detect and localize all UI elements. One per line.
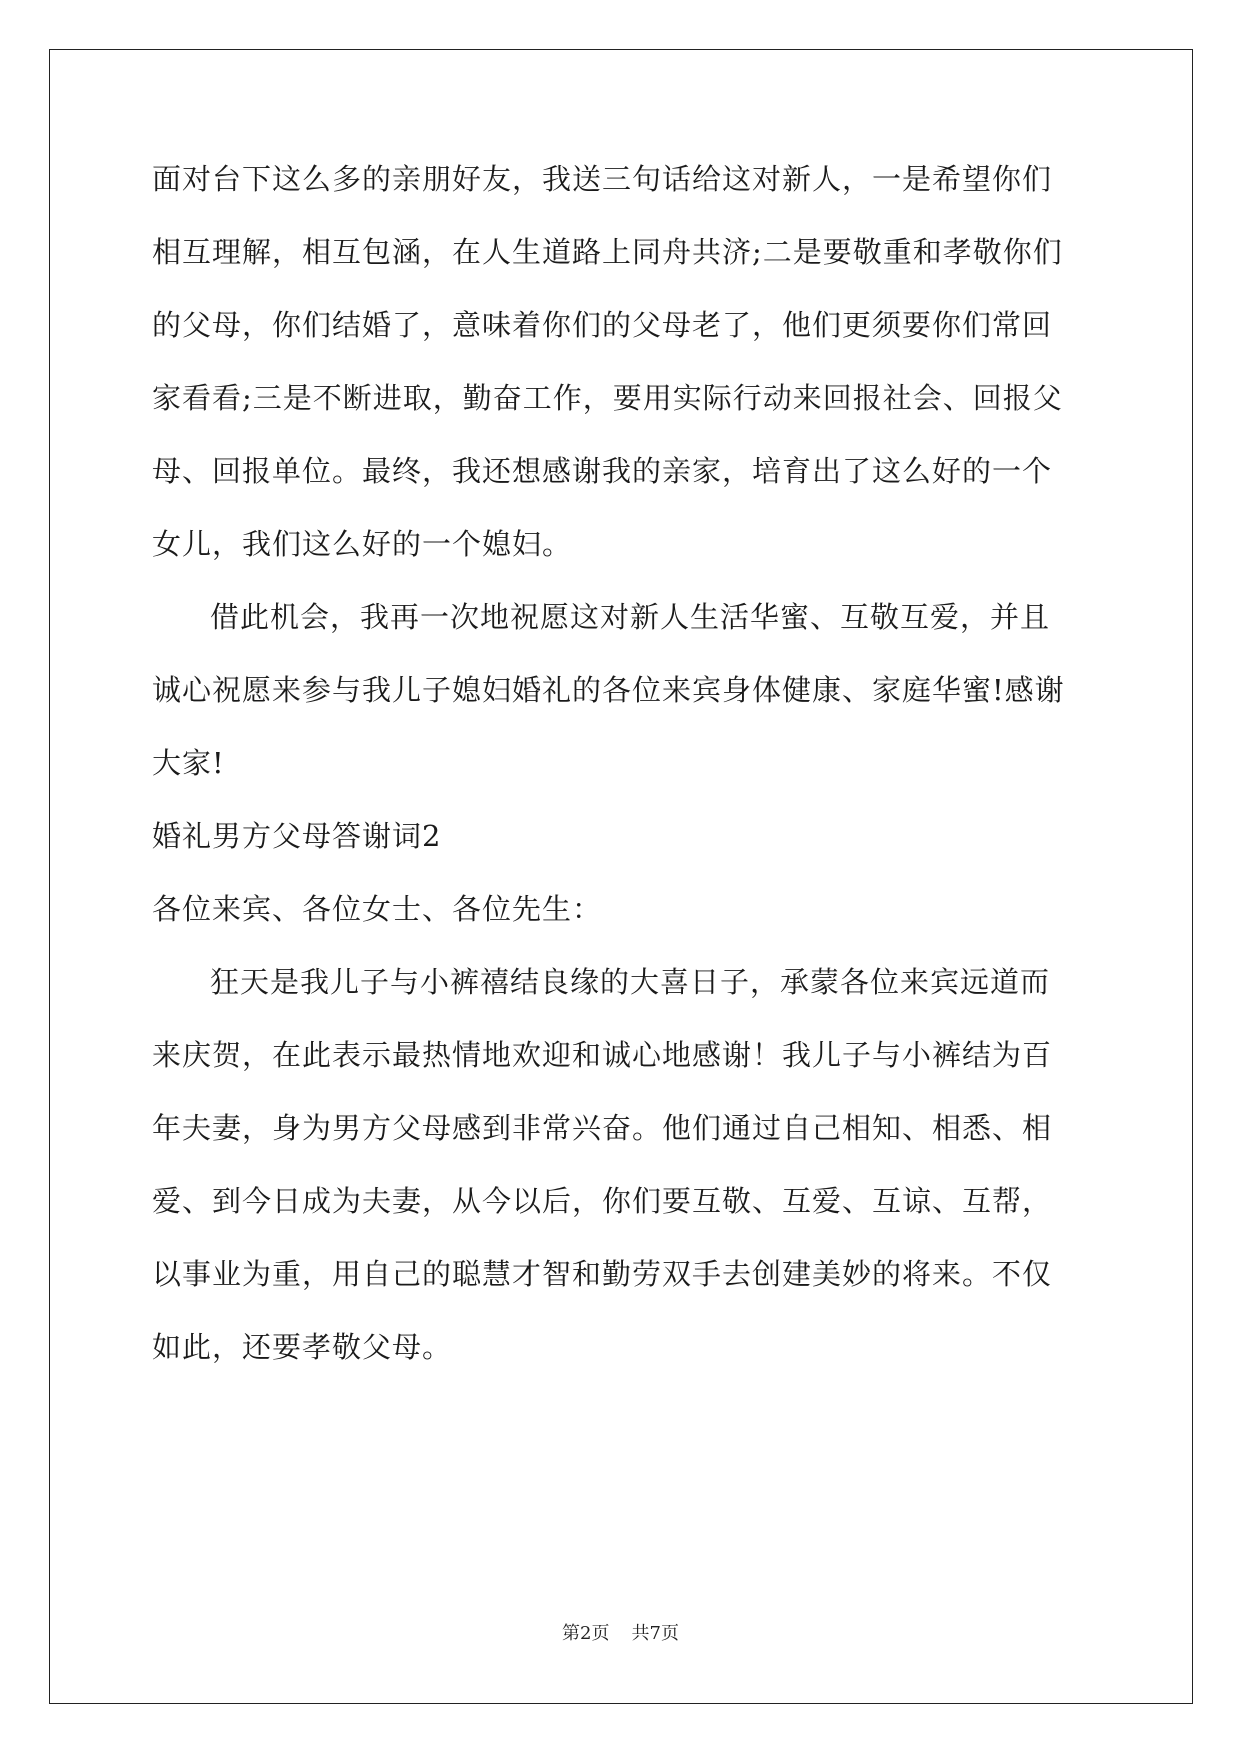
page-border: [49, 49, 1193, 1704]
text-line: 爱、到今日成为夫妻，从今以后，你们要互敬、互爱、互谅、互帮，: [152, 1184, 1053, 1218]
text-line: 相互理解，相互包涵，在人生道路上同舟共济;二是要敬重和孝敬你们: [152, 235, 1063, 269]
text-line: 母、回报单位。最终，我还想感谢我的亲家，培育出了这么好的一个: [152, 454, 1053, 488]
text-line: 家看看;三是不断进取，勤奋工作，要用实际行动来回报社会、回报父: [152, 381, 1063, 415]
section-heading: 婚礼男方父母答谢词2: [152, 819, 442, 853]
text-line: 如此，还要孝敬父母。: [152, 1330, 453, 1364]
text-line: 大家!: [152, 746, 225, 780]
text-line: 借此机会，我再一次地祝愿这对新人生活华蜜、互敬互爱，并且: [210, 600, 1051, 634]
text-line: 的父母，你们结婚了，意味着你们的父母老了，他们更须要你们常回: [152, 308, 1053, 342]
text-line: 面对台下这么多的亲朋好友，我送三句话给这对新人，一是希望你们: [152, 162, 1053, 196]
text-line: 来庆贺，在此表示最热情地欢迎和诚心地感谢！我儿子与小裤结为百: [152, 1038, 1053, 1072]
page-number: 第2页: [562, 1623, 610, 1644]
text-line: 狂天是我儿子与小裤禧结良缘的大喜日子，承蒙各位来宾远道而: [210, 965, 1051, 999]
text-line: 诚心祝愿来参与我儿子媳妇婚礼的各位来宾身体健康、家庭华蜜!感谢: [152, 673, 1065, 707]
text-line: 女儿，我们这么好的一个媳妇。: [152, 527, 573, 561]
page-footer: [0, 1623, 1241, 1645]
salutation: 各位来宾、各位女士、各位先生：: [152, 892, 603, 926]
text-line: 年夫妻，身为男方父母感到非常兴奋。他们通过自己相知、相悉、相: [152, 1111, 1053, 1145]
page-total: 共7页: [631, 1623, 679, 1644]
text-line: 以事业为重，用自己的聪慧才智和勤劳双手去创建美妙的将来。不仅: [152, 1257, 1053, 1291]
